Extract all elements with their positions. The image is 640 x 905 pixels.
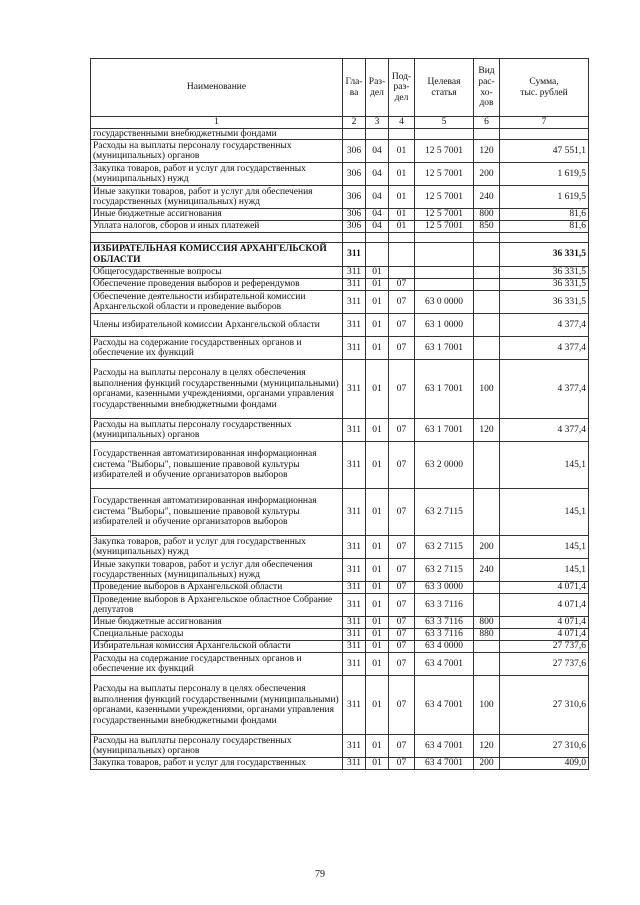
row-chapter: 306 (343, 140, 366, 163)
row-amount: 4 071,4 (500, 594, 589, 617)
budget-table (90, 58, 589, 770)
row-expense-type: 100 (474, 676, 500, 735)
row-name: Расходы на выплаты персоналу государственных (муниципальных) органов (91, 735, 343, 758)
table-row (91, 489, 589, 536)
col-expense-type-header: Вид рас- хо- дов (474, 59, 500, 117)
row-amount: 36 331,5 (500, 267, 589, 279)
row-amount: 4 071,4 (500, 629, 589, 641)
row-section: 01 (366, 735, 389, 758)
table-row (91, 559, 589, 582)
row-subsection: 07 (389, 629, 415, 641)
row-target-article: 63 4 7001 (415, 653, 474, 676)
row-name: Члены избирательной комиссии Архангельской области (91, 314, 343, 337)
row-amount: 4 071,4 (500, 617, 589, 629)
col-index: 5 (415, 117, 474, 129)
table-row (91, 186, 589, 209)
row-chapter: 311 (343, 291, 366, 314)
row-amount: 36 331,5 (500, 243, 589, 267)
row-name: Обеспечение проведения выборов и референдумов (91, 279, 343, 291)
header-row (91, 59, 589, 117)
row-section: 01 (366, 594, 389, 617)
row-amount: 4 071,4 (500, 582, 589, 594)
table-row (91, 653, 589, 676)
row-expense-type (474, 233, 500, 243)
row-section: 01 (366, 629, 389, 641)
table-body (91, 128, 589, 770)
row-section: 01 (366, 314, 389, 337)
table-row (91, 314, 589, 337)
row-target-article: 12 5 7001 (415, 186, 474, 209)
row-name: Иные закупки товаров, работ и услуг для обеспечения государственных (муниципальных) нужд (91, 186, 343, 209)
row-section: 01 (366, 419, 389, 442)
row-target-article: 12 5 7001 (415, 140, 474, 163)
row-expense-type (474, 128, 500, 140)
row-target-article (415, 267, 474, 279)
table-row (91, 337, 589, 360)
row-expense-type (474, 337, 500, 360)
row-amount: 36 331,5 (500, 291, 589, 314)
row-amount: 1 619,5 (500, 163, 589, 186)
row-target-article (415, 128, 474, 140)
row-subsection: 07 (389, 559, 415, 582)
row-section: 04 (366, 221, 389, 233)
row-target-article: 12 5 7001 (415, 221, 474, 233)
row-subsection: 07 (389, 582, 415, 594)
row-subsection: 01 (389, 186, 415, 209)
row-target-article: 63 2 0000 (415, 442, 474, 489)
row-expense-type: 120 (474, 735, 500, 758)
row-chapter: 311 (343, 617, 366, 629)
row-target-article (415, 279, 474, 291)
page-number: 79 (315, 869, 325, 880)
row-chapter: 311 (343, 629, 366, 641)
row-target-article: 12 5 7001 (415, 163, 474, 186)
row-expense-type: 120 (474, 419, 500, 442)
row-target-article: 63 4 7001 (415, 758, 474, 770)
row-expense-type (474, 267, 500, 279)
row-subsection (389, 243, 415, 267)
row-expense-type (474, 291, 500, 314)
row-expense-type (474, 243, 500, 267)
row-target-article: 63 3 7116 (415, 629, 474, 641)
row-target-article: 63 3 0000 (415, 582, 474, 594)
row-target-article: 63 2 7115 (415, 536, 474, 559)
row-expense-type: 800 (474, 209, 500, 221)
col-index: 4 (389, 117, 415, 129)
row-expense-type: 850 (474, 221, 500, 233)
row-expense-type: 240 (474, 186, 500, 209)
table-row (91, 629, 589, 641)
row-amount: 27 737,6 (500, 641, 589, 653)
row-amount: 4 377,4 (500, 360, 589, 419)
row-name: Уплата налогов, сборов и иных платежей (91, 221, 343, 233)
column-index-row (91, 117, 589, 129)
row-amount: 4 377,4 (500, 337, 589, 360)
table-row (91, 735, 589, 758)
row-expense-type: 240 (474, 559, 500, 582)
row-name (91, 233, 343, 243)
table-row (91, 419, 589, 442)
row-expense-type: 800 (474, 617, 500, 629)
row-section: 01 (366, 291, 389, 314)
row-amount (500, 233, 589, 243)
row-subsection (389, 128, 415, 140)
row-name: государственными внебюджетными фондами (91, 128, 343, 140)
row-target-article: 63 1 0000 (415, 314, 474, 337)
row-subsection (389, 233, 415, 243)
row-section: 01 (366, 617, 389, 629)
row-subsection: 07 (389, 536, 415, 559)
row-chapter (343, 233, 366, 243)
row-amount: 1 619,5 (500, 186, 589, 209)
row-expense-type: 120 (474, 140, 500, 163)
row-subsection: 07 (389, 641, 415, 653)
row-name: Избирательная комиссия Архангельской области (91, 641, 343, 653)
row-name: Проведение выборов в Архангельское областное Собрание депутатов (91, 594, 343, 617)
row-chapter: 311 (343, 419, 366, 442)
table-row (91, 360, 589, 419)
row-section (366, 128, 389, 140)
row-subsection: 07 (389, 360, 415, 419)
table-row (91, 140, 589, 163)
row-section: 01 (366, 337, 389, 360)
table-row (91, 676, 589, 735)
row-name: Расходы на содержание государственных органов и обеспечение их функций (91, 337, 343, 360)
row-amount: 81,6 (500, 221, 589, 233)
table-row (91, 243, 589, 267)
row-expense-type (474, 582, 500, 594)
row-chapter: 311 (343, 314, 366, 337)
row-section: 01 (366, 641, 389, 653)
row-section: 01 (366, 536, 389, 559)
row-subsection: 07 (389, 735, 415, 758)
row-chapter: 311 (343, 360, 366, 419)
row-expense-type: 100 (474, 360, 500, 419)
row-chapter: 311 (343, 243, 366, 267)
row-target-article: 12 5 7001 (415, 209, 474, 221)
row-chapter: 311 (343, 337, 366, 360)
col-index: 7 (500, 117, 589, 129)
table-row (91, 163, 589, 186)
row-chapter: 311 (343, 442, 366, 489)
row-name: Иные бюджетные ассигнования (91, 617, 343, 629)
row-section (366, 233, 389, 243)
row-section: 04 (366, 140, 389, 163)
row-chapter: 311 (343, 267, 366, 279)
row-subsection: 07 (389, 758, 415, 770)
table-row (91, 594, 589, 617)
row-name: Специальные расходы (91, 629, 343, 641)
table-row (91, 267, 589, 279)
table-row (91, 582, 589, 594)
table-row (91, 641, 589, 653)
row-chapter: 311 (343, 735, 366, 758)
row-chapter: 306 (343, 221, 366, 233)
row-name: Государственная автоматизированная информационная система "Выборы", повышение правовой культуры избирателей и обучение организаторов выборов (91, 489, 343, 536)
row-chapter: 311 (343, 594, 366, 617)
row-subsection: 07 (389, 314, 415, 337)
row-chapter: 311 (343, 653, 366, 676)
row-section (366, 243, 389, 267)
row-section: 01 (366, 758, 389, 770)
row-chapter: 311 (343, 582, 366, 594)
row-target-article: 63 2 7115 (415, 489, 474, 536)
row-chapter: 311 (343, 676, 366, 735)
col-chapter-header: Гла- ва (343, 59, 366, 117)
table-row (91, 442, 589, 489)
row-name: Расходы на выплаты персоналу государственных (муниципальных) органов (91, 419, 343, 442)
row-name: Иные бюджетные ассигнования (91, 209, 343, 221)
row-target-article: 63 4 0000 (415, 641, 474, 653)
row-subsection: 07 (389, 291, 415, 314)
row-section: 01 (366, 676, 389, 735)
row-subsection: 07 (389, 442, 415, 489)
col-amount-header: Сумма, тыс. рублей (500, 59, 589, 117)
row-chapter: 311 (343, 489, 366, 536)
row-chapter: 311 (343, 758, 366, 770)
row-subsection: 07 (389, 653, 415, 676)
row-section: 01 (366, 582, 389, 594)
row-name: ИЗБИРАТЕЛЬНАЯ КОМИССИЯ АРХАНГЕЛЬСКОЙ ОБЛАСТИ (91, 243, 343, 267)
table-row (91, 536, 589, 559)
row-expense-type (474, 594, 500, 617)
col-section-header: Раз- дел (366, 59, 389, 117)
row-subsection: 07 (389, 489, 415, 536)
row-chapter: 311 (343, 641, 366, 653)
row-chapter: 306 (343, 163, 366, 186)
row-expense-type (474, 442, 500, 489)
row-amount: 409,0 (500, 758, 589, 770)
table-row (91, 209, 589, 221)
row-amount: 145,1 (500, 489, 589, 536)
row-amount: 145,1 (500, 442, 589, 489)
row-target-article: 63 3 7116 (415, 617, 474, 629)
row-amount: 27 310,6 (500, 735, 589, 758)
row-expense-type (474, 489, 500, 536)
row-target-article: 63 3 7116 (415, 594, 474, 617)
row-chapter (343, 128, 366, 140)
row-chapter: 306 (343, 209, 366, 221)
row-name: Расходы на выплаты персоналу государственных (муниципальных) органов (91, 140, 343, 163)
row-name: Закупка товаров, работ и услуг для государственных (муниципальных) нужд (91, 163, 343, 186)
row-chapter: 311 (343, 559, 366, 582)
row-amount: 4 377,4 (500, 314, 589, 337)
row-expense-type: 200 (474, 163, 500, 186)
table-row (91, 221, 589, 233)
row-subsection: 07 (389, 419, 415, 442)
row-name: Обеспечение деятельности избирательной комиссии Архангельской области и проведение выборов (91, 291, 343, 314)
row-target-article: 63 0 0000 (415, 291, 474, 314)
table-row (91, 128, 589, 140)
row-section: 04 (366, 209, 389, 221)
row-subsection: 01 (389, 221, 415, 233)
row-name: Проведение выборов в Архангельской области (91, 582, 343, 594)
col-index: 1 (91, 117, 343, 129)
row-section: 01 (366, 360, 389, 419)
row-chapter: 306 (343, 186, 366, 209)
row-name: Иные закупки товаров, работ и услуг для обеспечения государственных (муниципальных) нужд (91, 559, 343, 582)
col-index: 3 (366, 117, 389, 129)
col-subsection-header: Под- раз- дел (389, 59, 415, 117)
row-expense-type: 200 (474, 758, 500, 770)
row-subsection: 07 (389, 337, 415, 360)
row-subsection: 01 (389, 140, 415, 163)
row-chapter: 311 (343, 279, 366, 291)
row-target-article: 63 4 7001 (415, 735, 474, 758)
row-subsection: 07 (389, 279, 415, 291)
row-section: 04 (366, 186, 389, 209)
table-row (91, 291, 589, 314)
row-amount: 47 551,1 (500, 140, 589, 163)
row-expense-type (474, 314, 500, 337)
row-name: Закупка товаров, работ и услуг для государственных (91, 758, 343, 770)
row-subsection: 07 (389, 617, 415, 629)
row-subsection: 01 (389, 163, 415, 186)
row-subsection: 07 (389, 594, 415, 617)
row-name: Общегосударственные вопросы (91, 267, 343, 279)
row-section: 01 (366, 442, 389, 489)
row-amount: 27 310,6 (500, 676, 589, 735)
row-target-article: 63 4 7001 (415, 676, 474, 735)
row-subsection (389, 267, 415, 279)
row-expense-type (474, 653, 500, 676)
row-section: 01 (366, 489, 389, 536)
row-section: 01 (366, 559, 389, 582)
col-name-header: Наименование (91, 59, 343, 117)
row-name: Расходы на выплаты персоналу в целях обеспечения выполнения функций государственными (муниципальными) органами, казенными учреждениями, органами управления государственными внебюджетными фондами (91, 676, 343, 735)
row-expense-type: 880 (474, 629, 500, 641)
row-amount: 145,1 (500, 536, 589, 559)
col-index: 2 (343, 117, 366, 129)
col-index: 6 (474, 117, 500, 129)
row-chapter: 311 (343, 536, 366, 559)
row-section: 04 (366, 163, 389, 186)
row-target-article: 63 2 7115 (415, 559, 474, 582)
row-amount: 81,6 (500, 209, 589, 221)
row-expense-type (474, 641, 500, 653)
row-name: Расходы на содержание государственных органов и обеспечение их функций (91, 653, 343, 676)
row-name: Закупка товаров, работ и услуг для государственных (муниципальных) нужд (91, 536, 343, 559)
table-row (91, 617, 589, 629)
row-target-article (415, 233, 474, 243)
row-expense-type (474, 279, 500, 291)
row-subsection: 01 (389, 209, 415, 221)
row-name: Государственная автоматизированная информационная система "Выборы", повышение правовой культуры избирателей и обучение организаторов выборов (91, 442, 343, 489)
col-target-header: Целевая статья (415, 59, 474, 117)
row-target-article: 63 1 7001 (415, 337, 474, 360)
row-section: 01 (366, 267, 389, 279)
row-section: 01 (366, 653, 389, 676)
row-target-article: 63 1 7001 (415, 419, 474, 442)
row-amount (500, 128, 589, 140)
spacer-row (91, 233, 589, 243)
table-row (91, 279, 589, 291)
row-amount: 4 377,4 (500, 419, 589, 442)
row-subsection: 07 (389, 676, 415, 735)
row-expense-type: 200 (474, 536, 500, 559)
row-target-article: 63 1 7001 (415, 360, 474, 419)
row-name: Расходы на выплаты персоналу в целях обеспечения выполнения функций государственными (муниципальными) органами, казенными учреждениями, органами управления государственными внебюджетными фондами (91, 360, 343, 419)
row-target-article (415, 243, 474, 267)
table-row (91, 758, 589, 770)
row-section: 01 (366, 279, 389, 291)
row-amount: 27 737,6 (500, 653, 589, 676)
row-amount: 145,1 (500, 559, 589, 582)
row-amount: 36 331,5 (500, 279, 589, 291)
